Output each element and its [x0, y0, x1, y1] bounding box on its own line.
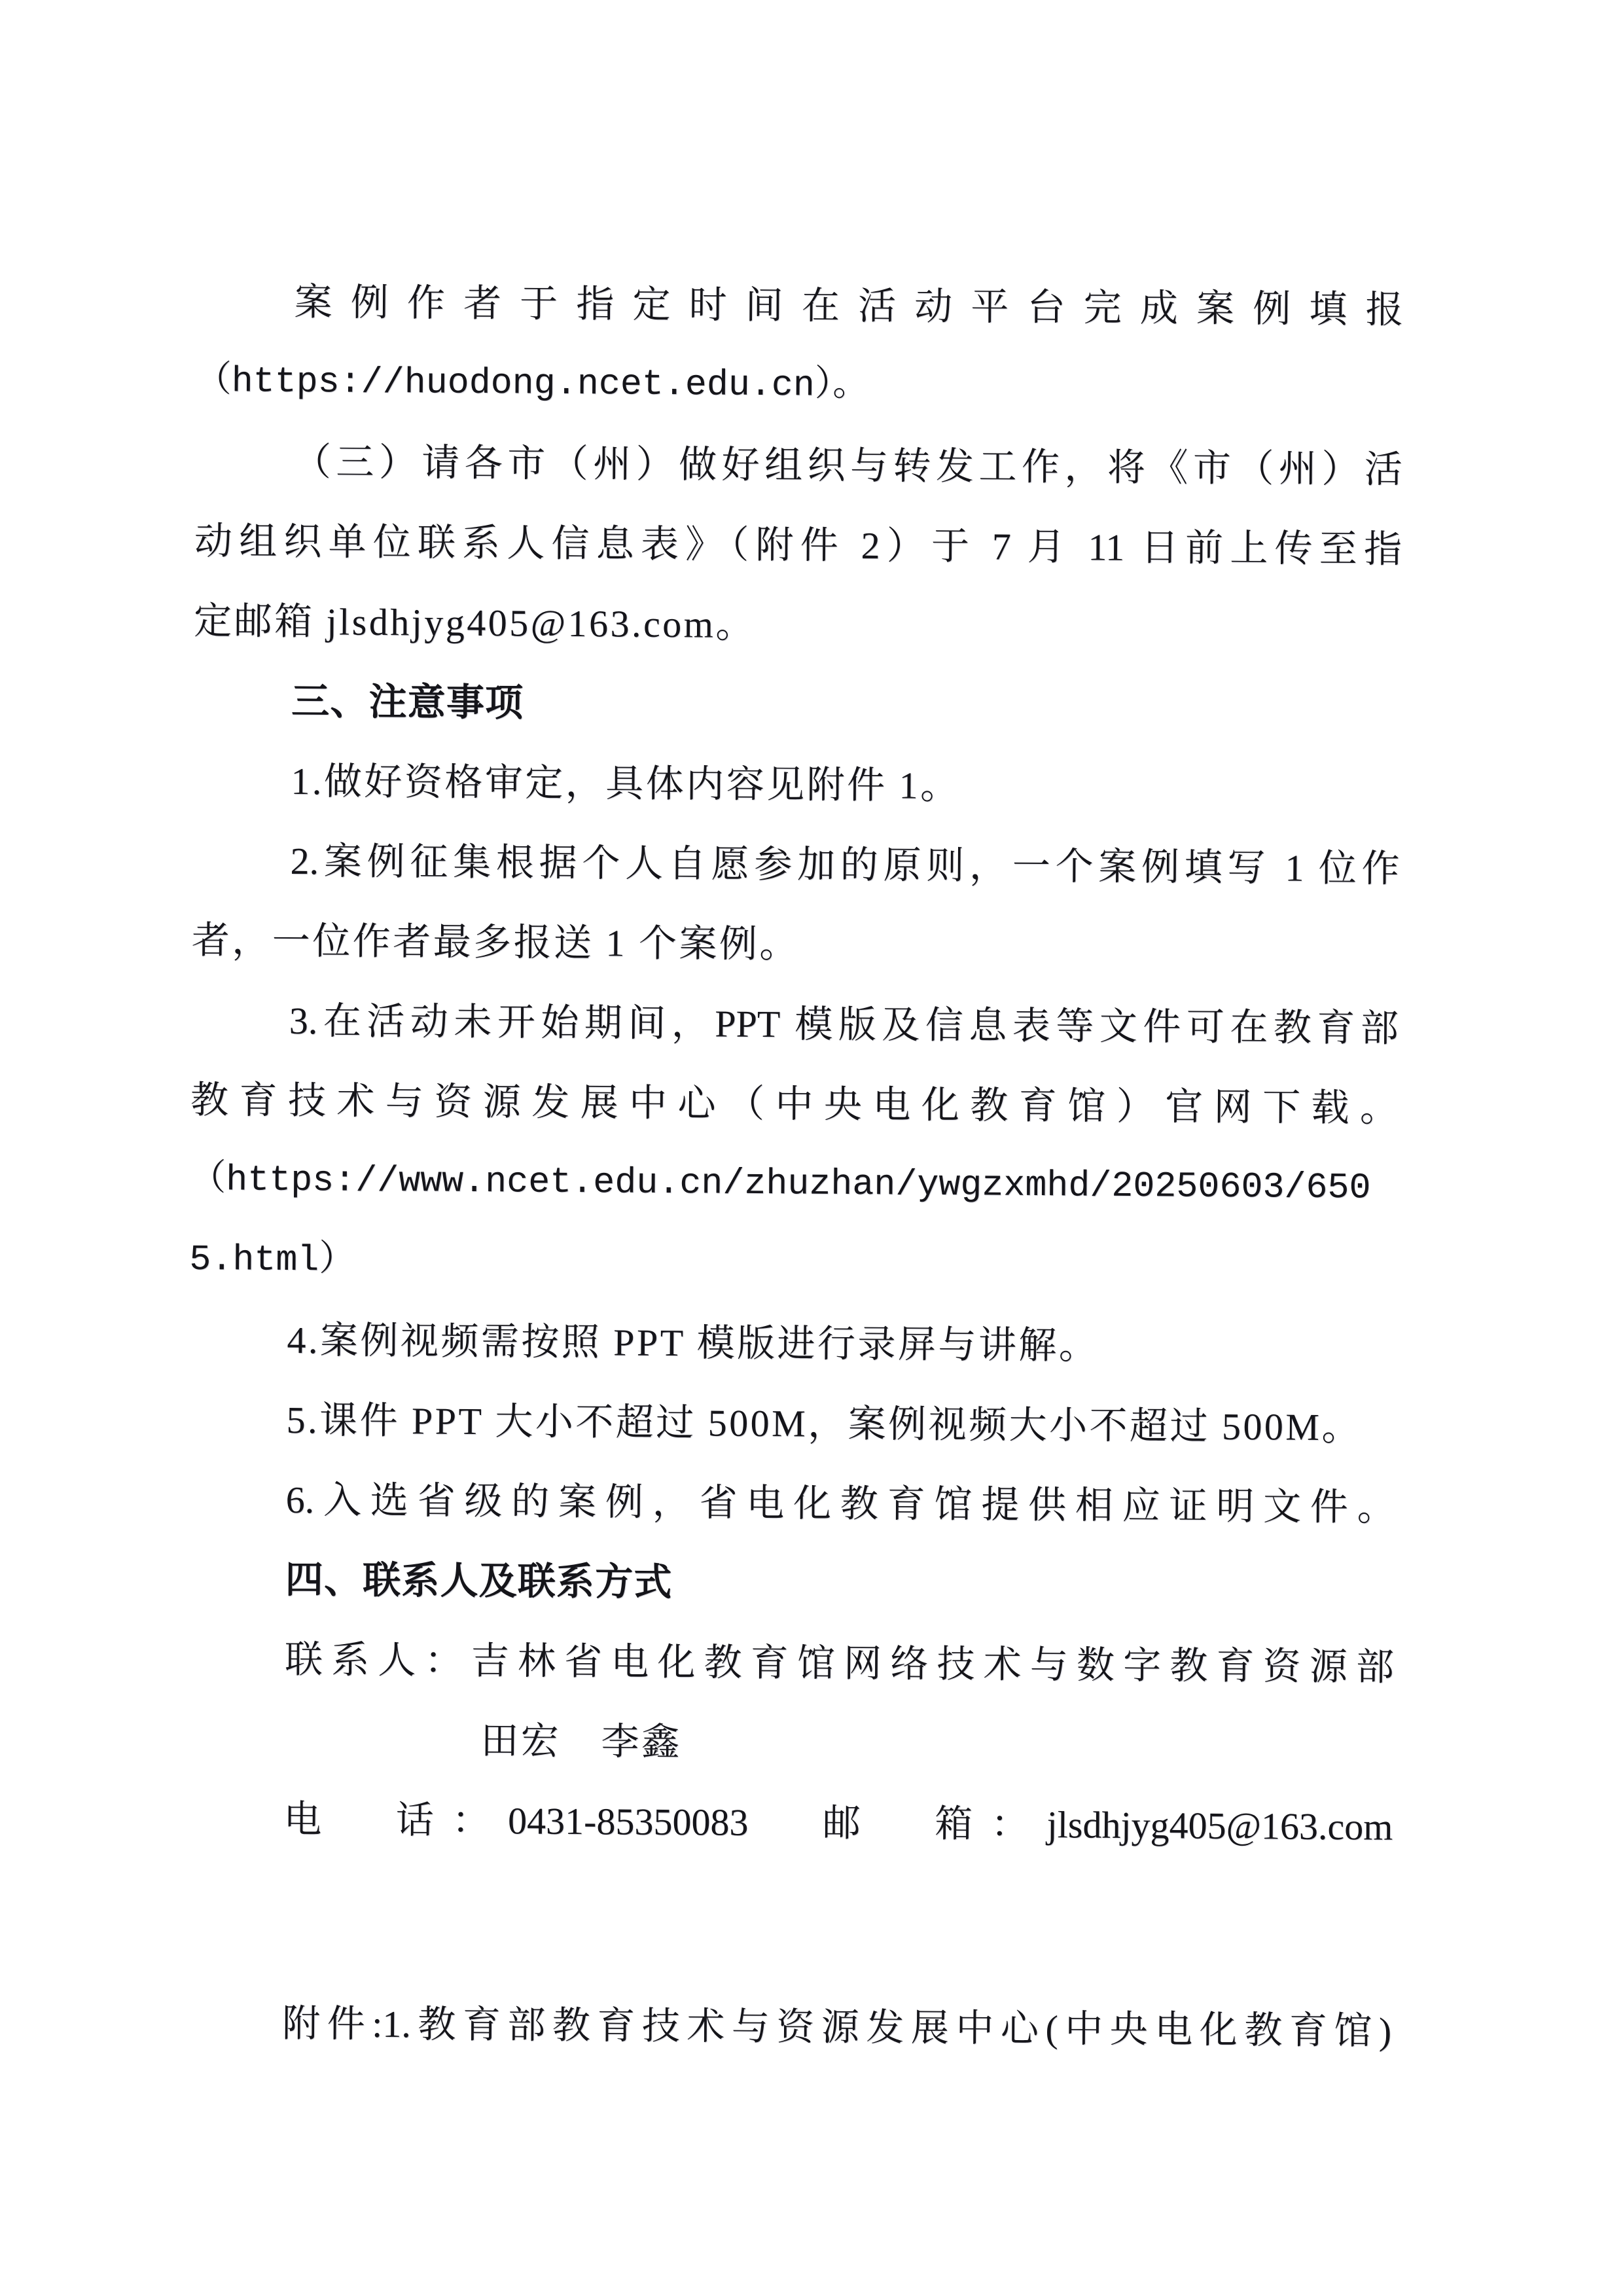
text-line: 1.做好资格审定，具体内容见附件 1。	[291, 760, 961, 808]
url-line: （https://www.ncet.edu.cn/zhuzhan/ywgzxmhd/20250603/650	[189, 1158, 1371, 1209]
document-body	[184, 262, 1404, 2072]
section-heading: 三、注意事项	[291, 680, 524, 725]
blank-line	[185, 1859, 1393, 1929]
text-line: 者，一位作者最多报送 1 个案例。	[191, 918, 800, 966]
text-line: 教育技术与资源发展中心（中央电化教育馆）官网下载。	[190, 1078, 1399, 1130]
text-line: 6.入选省级的案例，省电化教育馆提供相应证明文件。	[285, 1479, 1395, 1529]
text-line: 2.案例征集根据个人自愿参加的原则，一个案例填写 1 位作	[290, 840, 1400, 890]
section-heading: 四、联系人及联系方式	[285, 1558, 673, 1604]
url-line: 5.html）	[189, 1238, 355, 1282]
text-line: 联系人：吉林省电化教育馆网络技术与数字教育资源部	[284, 1638, 1395, 1689]
text-line: 案例作者于指定时间在活动平台完成案例填报	[294, 281, 1404, 331]
text-line: 5.课件 PPT 大小不超过 500M，案例视频大小不超过 500M。	[286, 1399, 1363, 1449]
blank-line	[185, 1921, 1393, 1992]
text-line: 4.案例视频需按照 PPT 模版进行录屏与讲解。	[287, 1319, 1099, 1367]
text-line: 田宏 李鑫	[480, 1719, 682, 1764]
text-line: 电 话：0431-85350083 邮 箱：jlsdhjyg405@163.com	[283, 1797, 1393, 1848]
text-line: （三）请各市（州）做好组织与转发工作，将《市（州）活	[293, 440, 1403, 491]
text-line: 动组织单位联系人信息表》（附件 2）于 7 月 11 日前上传至指	[194, 519, 1402, 571]
url-line: （https://huodong.ncet.edu.cn）。	[195, 360, 869, 407]
text-line: 3.在活动未开始期间，PPT 模版及信息表等文件可在教育部	[289, 999, 1399, 1050]
text-line: 附件:1.教育部教育技术与资源发展中心(中央电化教育馆)	[281, 2001, 1392, 2053]
text-line: 定邮箱 jlsdhjyg405@163.com。	[193, 599, 757, 646]
